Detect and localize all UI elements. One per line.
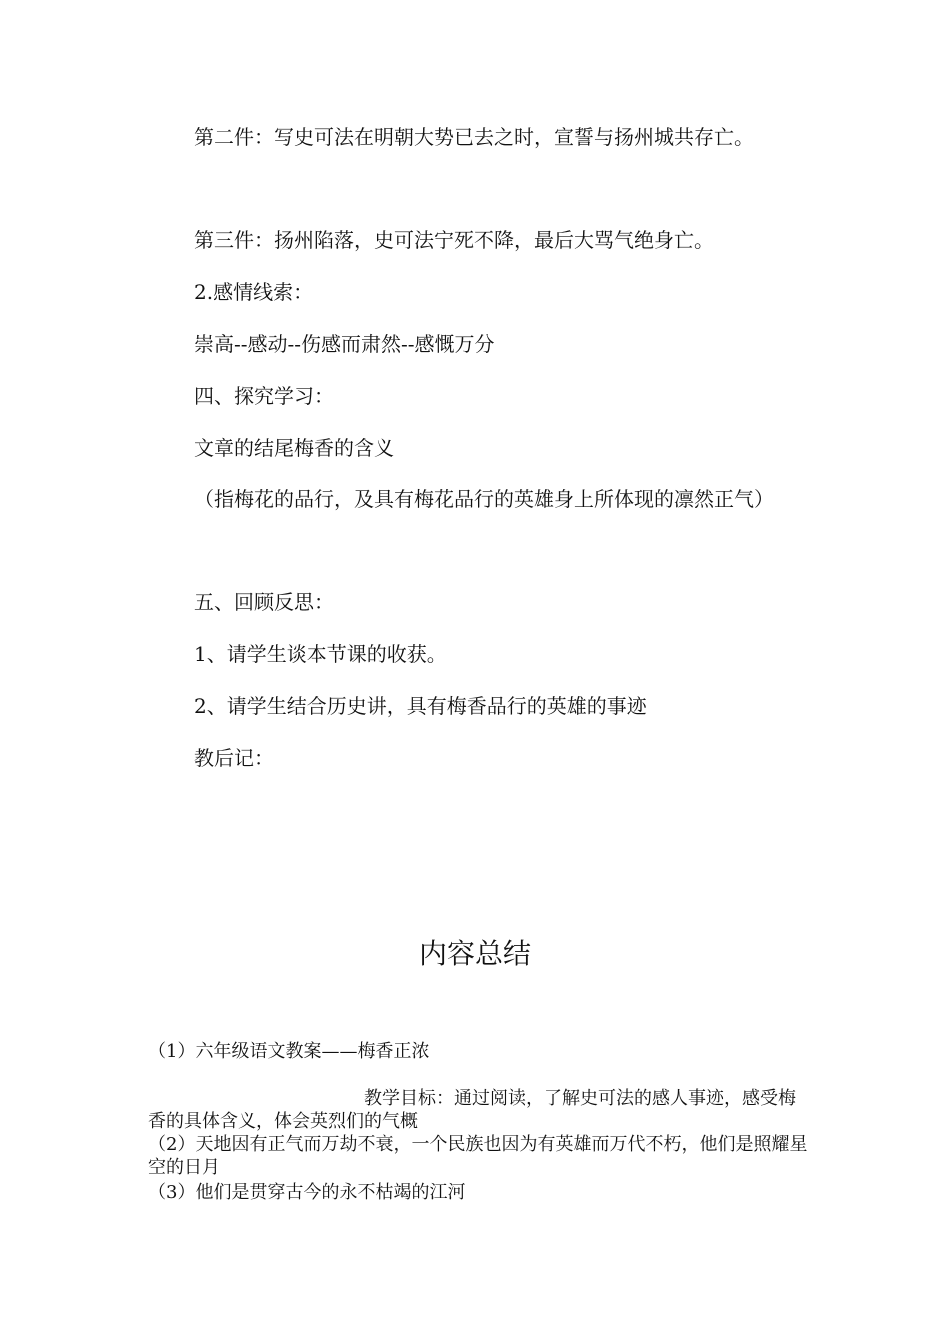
paragraph-review-item-1: 1、请学生谈本节课的收获。 <box>194 642 447 666</box>
summary-item-objective: 教学目标：通过阅读，了解史可法的感人事迹，感受梅香的具体含义，体会英烈们的气概 <box>148 1088 796 1132</box>
paragraph-plum-meaning-note: （指梅花的品行，及具有梅花品行的英雄身上所体现的凛然正气） <box>194 487 774 511</box>
summary-item-3: （3）他们是贯穿古今的永不枯竭的江河 <box>148 1182 466 1203</box>
summary-item-2: （2）天地因有正气而万劫不衰，一个民族也因为有英雄而万代不朽，他们是照耀星空的日月 <box>148 1134 808 1178</box>
heading-inquiry-learning: 四、探究学习： <box>194 384 334 408</box>
summary-item-1: （1）六年级语文教案——梅香正浓 <box>148 1041 430 1062</box>
heading-review-reflection: 五、回顾反思： <box>194 590 334 614</box>
paragraph-review-item-2: 2、请学生结合历史讲，具有梅香品行的英雄的事迹 <box>194 694 647 718</box>
paragraph-event-three: 第三件：扬州陷落，史可法宁死不降，最后大骂气绝身亡。 <box>194 228 714 252</box>
paragraph-emotion-sequence: 崇高--感动--伤感而肃然--感慨万分 <box>194 332 495 356</box>
paragraph-ending-meaning: 文章的结尾梅香的含义 <box>194 436 394 460</box>
heading-emotion-clue: 2.感情线索： <box>194 280 314 304</box>
summary-title: 内容总结 <box>418 937 531 970</box>
heading-teaching-notes: 教后记： <box>194 746 274 770</box>
paragraph-event-two: 第二件：写史可法在明朝大势已去之时，宣誓与扬州城共存亡。 <box>194 125 754 149</box>
